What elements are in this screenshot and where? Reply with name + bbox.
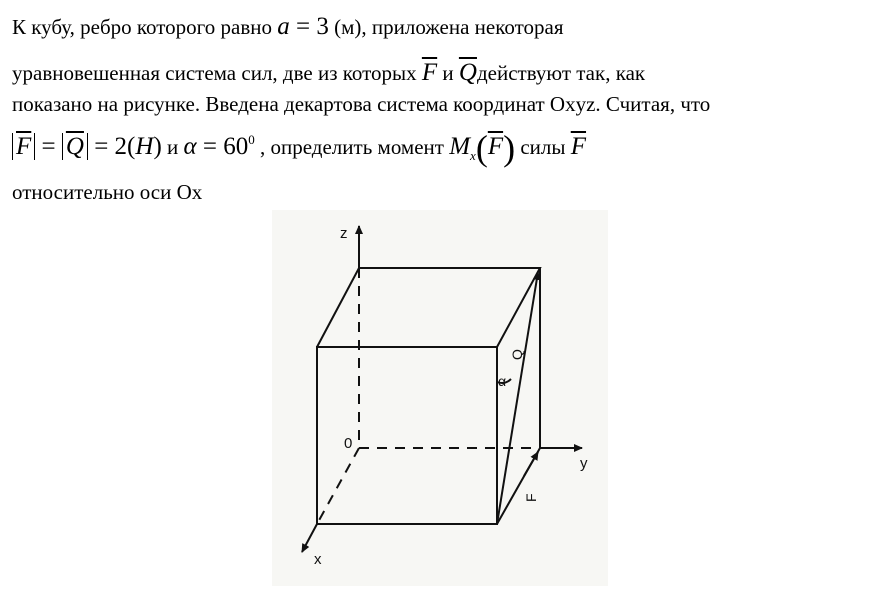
problem-line-3: показано на рисунке. Введена декартова система координат Oxyz. Считая, что [12, 92, 711, 116]
equals-sign: = [289, 13, 317, 40]
figure-background [272, 210, 608, 586]
moment-rparen: ) [503, 128, 516, 168]
problem-line-5: относительно оси Ох [12, 180, 203, 204]
edge-value: 3 [316, 13, 329, 40]
line1-text-unit: (м), приложена некоторая [328, 15, 564, 39]
moment-subscript: x [470, 148, 476, 163]
eq-3: = 60 [196, 133, 249, 160]
line2-text-pre: уравновешенная система сил, две из которых [12, 61, 422, 85]
moment-lparen: ( [475, 128, 488, 168]
abs-q-letter: $\overline{Q}$ [65, 133, 84, 160]
axis-y-label: y [580, 455, 588, 472]
vector-q-label: Q [509, 349, 525, 360]
vector-q-symbol: $\overline{Q}$ [458, 59, 477, 86]
line2-text-post: действуют так, как [476, 61, 646, 85]
line2-and: и [437, 61, 459, 85]
cube-figure [272, 210, 608, 586]
origin-label: 0 [344, 435, 353, 452]
axis-x-label: x [314, 551, 322, 568]
vector-f-symbol: $\overline{F}$ [421, 59, 438, 86]
moment-symbol: M [449, 133, 471, 160]
close-paren: ) [153, 133, 162, 160]
edge-symbol-a: a [277, 13, 290, 40]
line4-and: и [161, 135, 184, 159]
eq-1: = [35, 133, 62, 160]
eq-2: = 2( [87, 133, 136, 160]
line1-text-pre: К кубу, ребро которого равно [12, 15, 278, 39]
abs-f-symbol [12, 133, 35, 160]
axis-z-label: z [340, 225, 348, 242]
problem-line-1 [12, 14, 563, 39]
unit-h: H [135, 133, 154, 160]
vector-f-label: F [523, 493, 539, 502]
angle-label: α [498, 373, 507, 389]
alpha-symbol: α [183, 133, 197, 160]
degree-mark: 0 [248, 132, 255, 147]
abs-q-symbol [62, 133, 88, 160]
moment-arg-f: $\overline{F}$ [487, 133, 504, 160]
line4-text: , определить момент [254, 135, 450, 159]
problem-line-2 [12, 60, 645, 85]
line4-forces: силы [515, 135, 571, 159]
problem-line-4 [12, 130, 586, 166]
abs-f-letter: $\overline{F}$ [16, 133, 32, 160]
force-f-end: $\overline{F}$ [570, 133, 587, 160]
